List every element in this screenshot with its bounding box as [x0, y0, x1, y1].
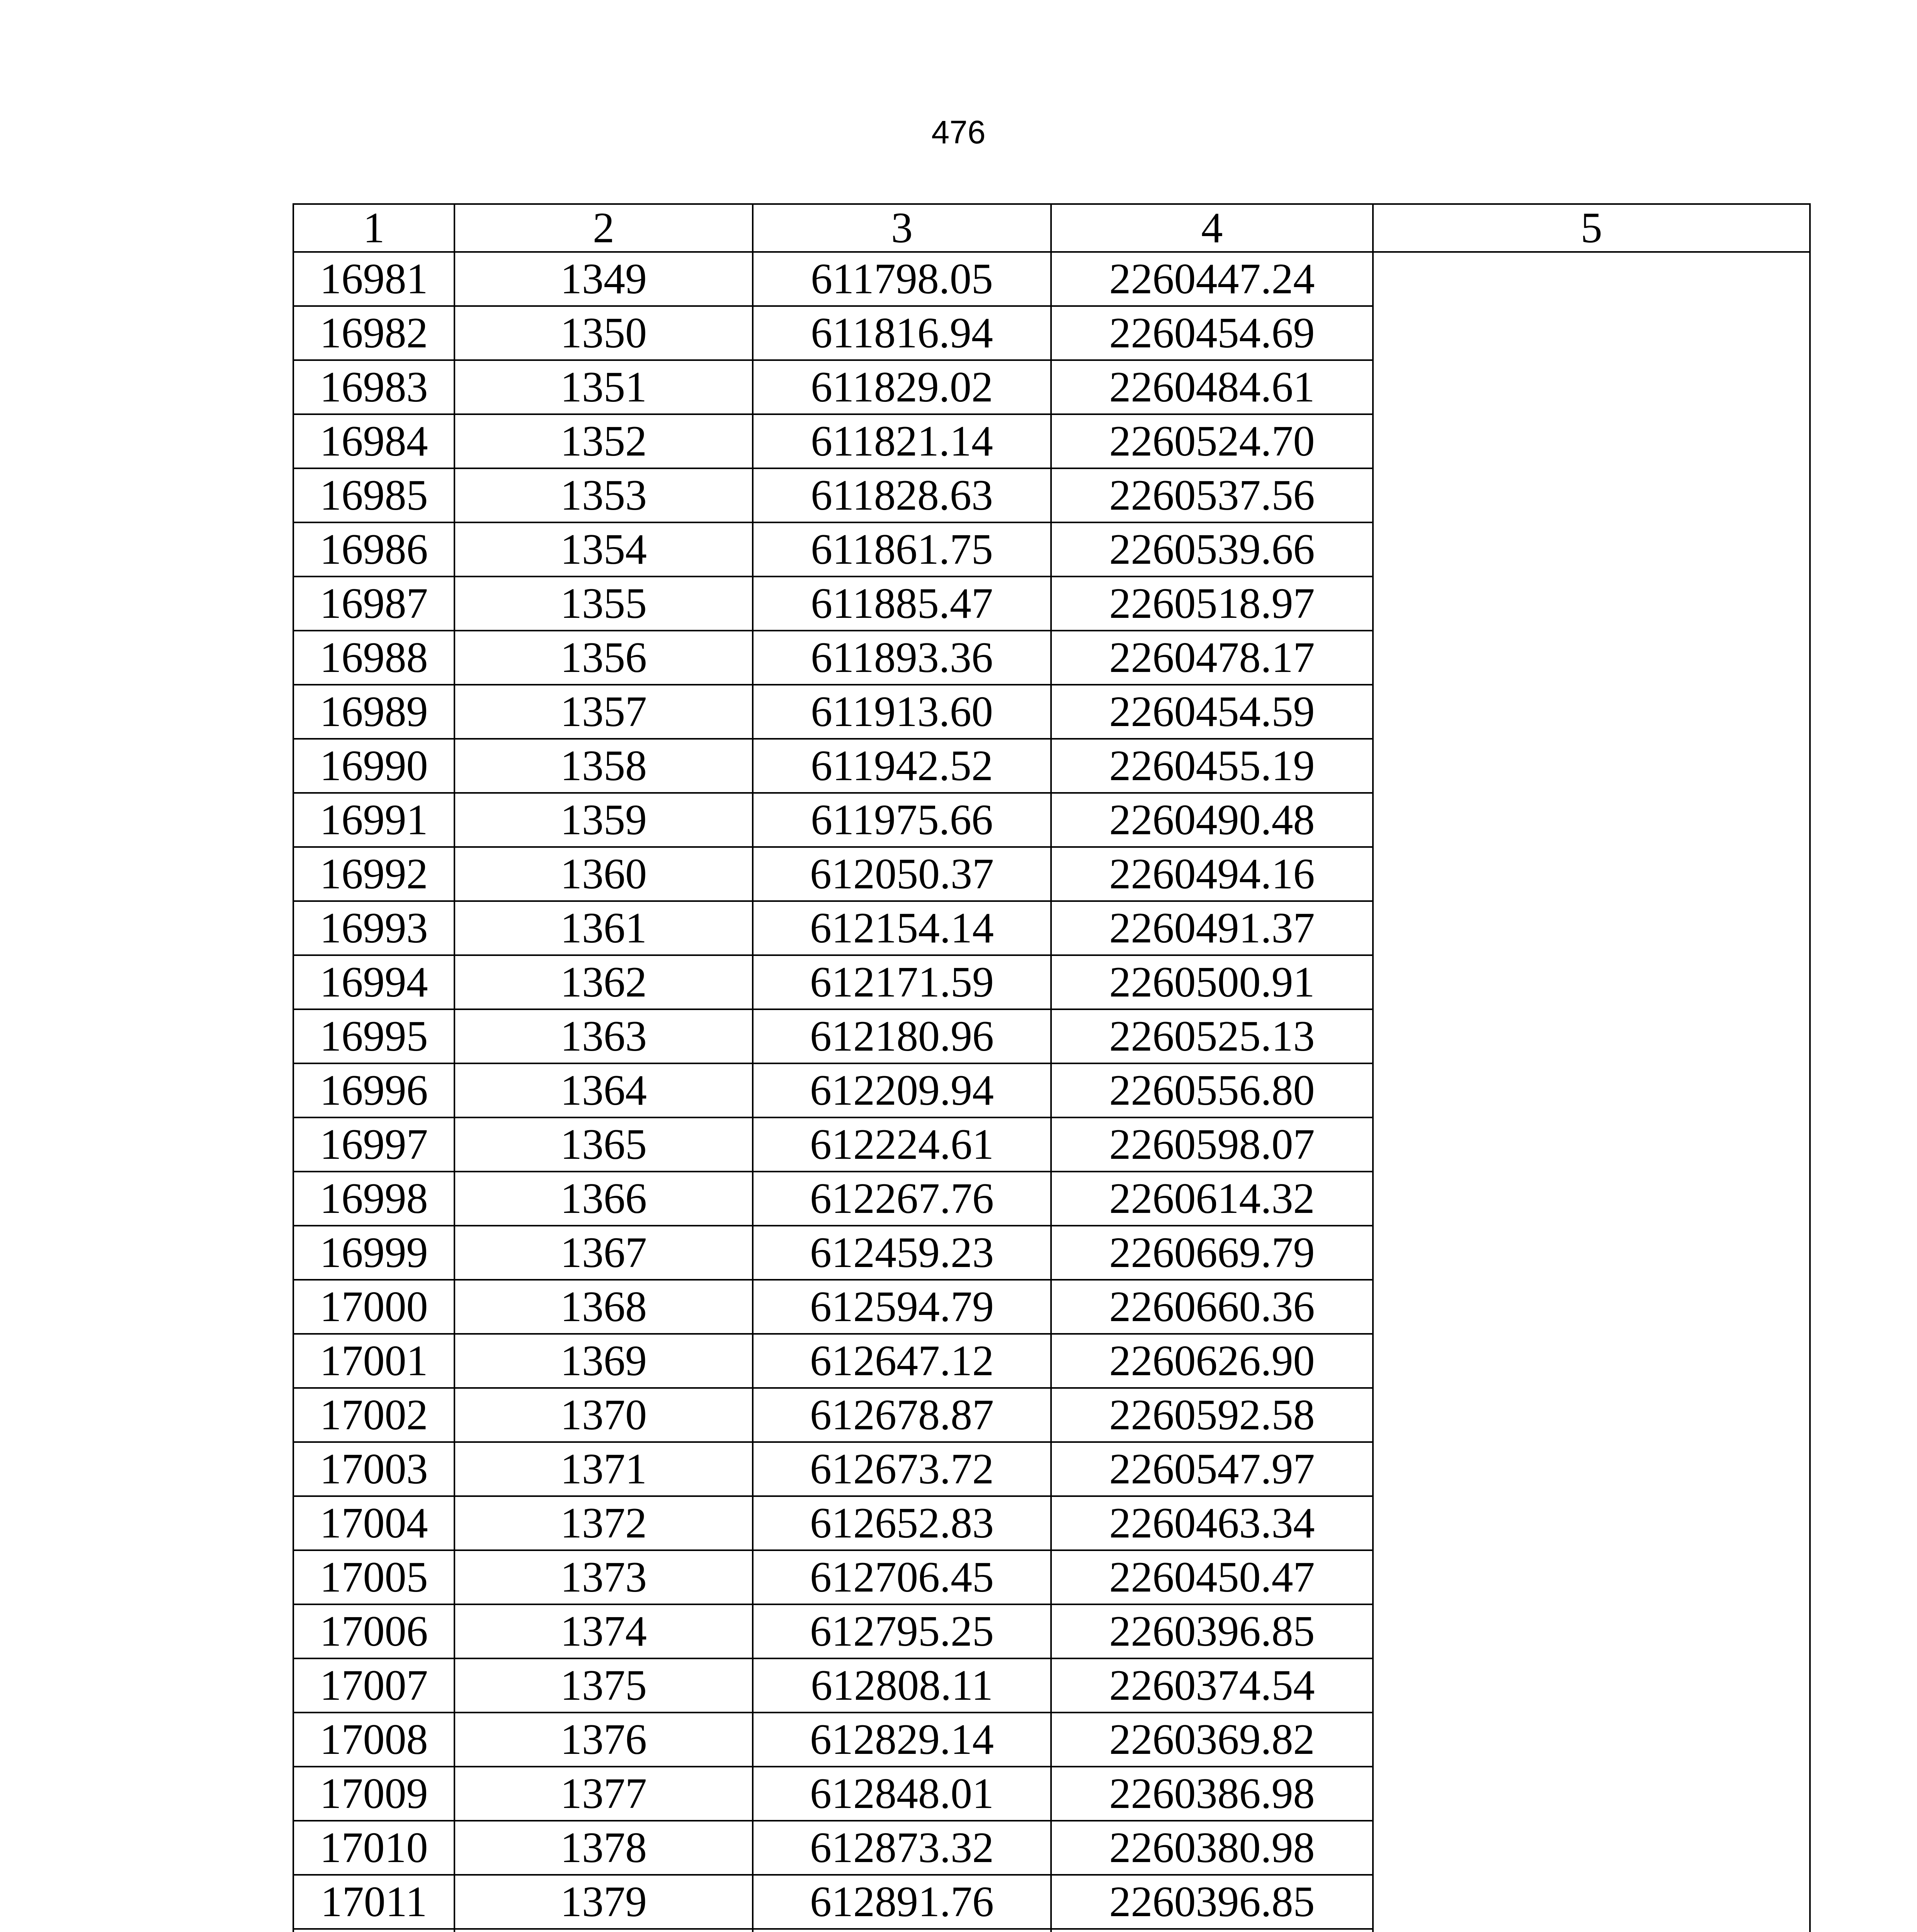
table-row [293, 252, 1810, 306]
table-cell: 612459.23 [753, 1226, 1051, 1280]
table-cell: 16990 [293, 739, 454, 793]
table-cell: 17009 [293, 1767, 454, 1821]
table-cell: 1362 [454, 955, 753, 1009]
table-cell: 1364 [454, 1063, 753, 1117]
table-cell: 612678.87 [753, 1388, 1051, 1442]
table-cell: 2260450.47 [1051, 1550, 1373, 1604]
table-cell: 16986 [293, 522, 454, 577]
table-cell: 1375 [454, 1658, 753, 1713]
table-cell: 2260478.17 [1051, 631, 1373, 685]
table-cell: 611885.47 [753, 577, 1051, 631]
table-cell: 2260396.85 [1051, 1604, 1373, 1658]
table-cell: 2260491.37 [1051, 901, 1373, 955]
table-cell: 16989 [293, 685, 454, 739]
table-cell: 17006 [293, 1604, 454, 1658]
table-cell: 1359 [454, 793, 753, 847]
table-cell [454, 1929, 753, 1932]
table-cell: 2260463.34 [1051, 1496, 1373, 1550]
table-cell: 16988 [293, 631, 454, 685]
table-cell: 1355 [454, 577, 753, 631]
table-cell: 611798.05 [753, 252, 1051, 306]
table-cell: 16983 [293, 360, 454, 414]
page-number: 476 [931, 114, 986, 150]
table-cell: 16992 [293, 847, 454, 901]
table-cell: 16985 [293, 468, 454, 522]
table-cell: 2260374.54 [1051, 1658, 1373, 1713]
table-cell: 612224.61 [753, 1117, 1051, 1172]
table-cell: 612154.14 [753, 901, 1051, 955]
header-cell: 4 [1051, 204, 1373, 252]
table-body [293, 252, 1810, 1932]
table-cell: 2260500.91 [1051, 955, 1373, 1009]
table-cell: 2260454.69 [1051, 306, 1373, 360]
table-cell: 2260484.61 [1051, 360, 1373, 414]
table-cell: 16996 [293, 1063, 454, 1117]
table-cell: 16982 [293, 306, 454, 360]
table-cell: 17007 [293, 1658, 454, 1713]
table-cell: 2260669.79 [1051, 1226, 1373, 1280]
table-cell: 2260518.97 [1051, 577, 1373, 631]
table-cell: 17000 [293, 1280, 454, 1334]
table-cell: 1360 [454, 847, 753, 901]
table-cell: 17001 [293, 1334, 454, 1388]
table-cell: 16999 [293, 1226, 454, 1280]
table-cell: 16984 [293, 414, 454, 468]
table-cell: 2260537.56 [1051, 468, 1373, 522]
table-cell: 1361 [454, 901, 753, 955]
table-cell: 612209.94 [753, 1063, 1051, 1117]
table-cell: 17011 [293, 1875, 454, 1929]
table-cell: 2260369.82 [1051, 1713, 1373, 1767]
table-cell: 1350 [454, 306, 753, 360]
table-cell: 1378 [454, 1821, 753, 1875]
table-cell: 611913.60 [753, 685, 1051, 739]
table-cell: 1369 [454, 1334, 753, 1388]
table-cell: 611942.52 [753, 739, 1051, 793]
table-cell: 612706.45 [753, 1550, 1051, 1604]
table-cell: 2260547.97 [1051, 1442, 1373, 1496]
table-cell: 1370 [454, 1388, 753, 1442]
table-cell: 16995 [293, 1009, 454, 1063]
table-cell: 1351 [454, 360, 753, 414]
table-cell: 16994 [293, 955, 454, 1009]
table-cell: 2260490.48 [1051, 793, 1373, 847]
table-cell: 2260525.13 [1051, 1009, 1373, 1063]
table-cell [293, 1929, 454, 1932]
table-cell: 611861.75 [753, 522, 1051, 577]
table-cell: 1368 [454, 1280, 753, 1334]
table-cell: 1373 [454, 1550, 753, 1604]
table-cell: 1358 [454, 739, 753, 793]
table-cell: 612267.76 [753, 1172, 1051, 1226]
table-cell: 612647.12 [753, 1334, 1051, 1388]
table-cell: 1372 [454, 1496, 753, 1550]
header-cell: 1 [293, 204, 454, 252]
table-cell: 612050.37 [753, 847, 1051, 901]
table-cell: 612891.76 [753, 1875, 1051, 1929]
table-cell: 16981 [293, 252, 454, 306]
table-cell: 611975.66 [753, 793, 1051, 847]
table-cell: 1352 [454, 414, 753, 468]
table-cell: 2260598.07 [1051, 1117, 1373, 1172]
table-cell [753, 1929, 1051, 1932]
table-cell: 2260539.66 [1051, 522, 1373, 577]
table-cell: 2260614.32 [1051, 1172, 1373, 1226]
table-cell: 2260455.19 [1051, 739, 1373, 793]
coordinates-table [293, 203, 1811, 1932]
table-cell: 612180.96 [753, 1009, 1051, 1063]
table-cell: 611893.36 [753, 631, 1051, 685]
header-cell: 2 [454, 204, 753, 252]
table-cell: 612673.72 [753, 1442, 1051, 1496]
table-cell: 16993 [293, 901, 454, 955]
table-cell: 612808.11 [753, 1658, 1051, 1713]
table-cell: 1377 [454, 1767, 753, 1821]
table-cell: 612594.79 [753, 1280, 1051, 1334]
table-cell: 612652.83 [753, 1496, 1051, 1550]
table-cell: 1354 [454, 522, 753, 577]
table-cell: 612848.01 [753, 1767, 1051, 1821]
table-cell: 1371 [454, 1442, 753, 1496]
table-cell: 2260447.24 [1051, 252, 1373, 306]
table-cell: 16987 [293, 577, 454, 631]
table-cell: 611829.02 [753, 360, 1051, 414]
table-cell: 17005 [293, 1550, 454, 1604]
table-cell: 1356 [454, 631, 753, 685]
column-5-empty-cell [1373, 252, 1810, 1932]
table-cell [1051, 1929, 1373, 1932]
header-cell: 5 [1373, 204, 1810, 252]
table-cell: 2260592.58 [1051, 1388, 1373, 1442]
table-cell: 1374 [454, 1604, 753, 1658]
table-cell: 612795.25 [753, 1604, 1051, 1658]
table-cell: 17004 [293, 1496, 454, 1550]
table-cell: 16991 [293, 793, 454, 847]
table-cell: 17003 [293, 1442, 454, 1496]
table-cell: 2260524.70 [1051, 414, 1373, 468]
table-cell: 2260386.98 [1051, 1767, 1373, 1821]
table-cell: 1379 [454, 1875, 753, 1929]
table-cell: 2260396.85 [1051, 1875, 1373, 1929]
table-cell: 611816.94 [753, 306, 1051, 360]
table-cell: 612171.59 [753, 955, 1051, 1009]
table-cell: 612829.14 [753, 1713, 1051, 1767]
table-cell: 1357 [454, 685, 753, 739]
table-cell: 1367 [454, 1226, 753, 1280]
table-cell: 1365 [454, 1117, 753, 1172]
table-cell: 16998 [293, 1172, 454, 1226]
table-cell: 612873.32 [753, 1821, 1051, 1875]
table-cell: 2260380.98 [1051, 1821, 1373, 1875]
table-cell: 17002 [293, 1388, 454, 1442]
table-cell: 2260660.36 [1051, 1280, 1373, 1334]
table-cell: 611821.14 [753, 414, 1051, 468]
table-cell: 1363 [454, 1009, 753, 1063]
table-cell: 1376 [454, 1713, 753, 1767]
table-cell: 2260454.59 [1051, 685, 1373, 739]
table-cell: 16997 [293, 1117, 454, 1172]
table-cell: 1353 [454, 468, 753, 522]
table-cell: 611828.63 [753, 468, 1051, 522]
header-cell: 3 [753, 204, 1051, 252]
table-cell: 1349 [454, 252, 753, 306]
table-cell: 2260494.16 [1051, 847, 1373, 901]
table-cell: 17010 [293, 1821, 454, 1875]
table-cell: 2260556.80 [1051, 1063, 1373, 1117]
table-header-row [293, 204, 1810, 252]
table-cell: 2260626.90 [1051, 1334, 1373, 1388]
table-cell: 17008 [293, 1713, 454, 1767]
table-cell: 1366 [454, 1172, 753, 1226]
